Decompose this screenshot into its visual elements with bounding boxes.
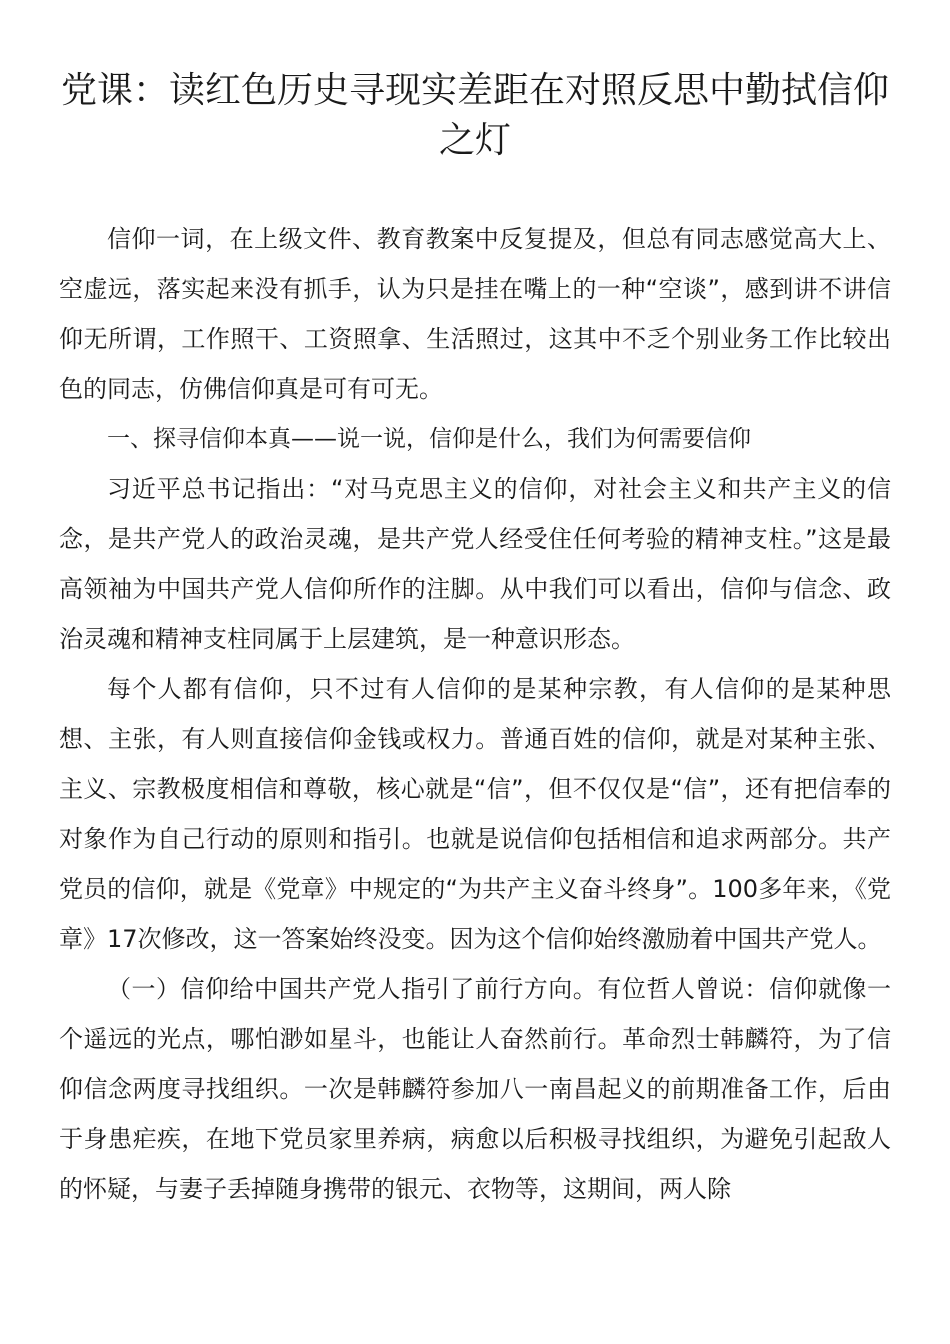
document-body	[59, 214, 891, 1214]
section-heading-1: 一、探寻信仰本真——说一说，信仰是什么，我们为何需要信仰	[107, 426, 751, 452]
paragraph-quote: 习近平总书记指出：“对马克思主义的信仰，对社会主义和共产主义的信念，是共产党人的政治灵魂，是共产党人经受住任何考验的精神支柱。”这是最高领袖为中国共产党人信仰所作的注脚。从中我们可以看出，信仰与信念、政治灵魂和精神支柱同属于上层建筑，是一种意识形态。	[59, 475, 891, 653]
paragraph-subsection-1: （一）信仰给中国共产党人指引了前行方向。有位哲人曾说：信仰就像一个遥远的光点，哪怕渺如星斗，也能让人奋然前行。革命烈士韩麟符，为了信仰信念两度寻找组织。一次是韩麟符参加八一南昌起义的前期准备工作，后由于身患疟疾，在地下党员家里养病，病愈以后积极寻找组织，为避免引起敌人的怀疑，与妻子丢掉随身携带的银元、衣物等，这期间，两人除	[59, 975, 891, 1203]
document-title: 党课：读红色历史寻现实差距在对照反思中勤拭信仰之灯	[60, 70, 889, 161]
paragraph-belief: 每个人都有信仰，只不过有人信仰的是某种宗教，有人信仰的是某种思想、主张，有人则直接信仰金钱或权力。普通百姓的信仰，就是对某种主张、主义、宗教极度相信和尊敬，核心就是“信”，但不仅仅是“信”，还有把信奉的对象作为自己行动的原则和指引。也就是说信仰包括相信和追求两部分。共产党员的信仰，就是《党章》中规定的“为共产主义奋斗终身”。100多年来，《党章》17次修改，这一答案始终没变。因为这个信仰始终激励着中国共产党人。	[59, 675, 891, 953]
paragraph-intro: 信仰一词，在上级文件、教育教案中反复提及，但总有同志感觉高大上、空虚远，落实起来没有抓手，认为只是挂在嘴上的一种“空谈”，感到讲不讲信仰无所谓，工作照干、工资照拿、生活照过，这其中不乏个别业务工作比较出色的同志，仿佛信仰真是可有可无。	[59, 225, 891, 403]
